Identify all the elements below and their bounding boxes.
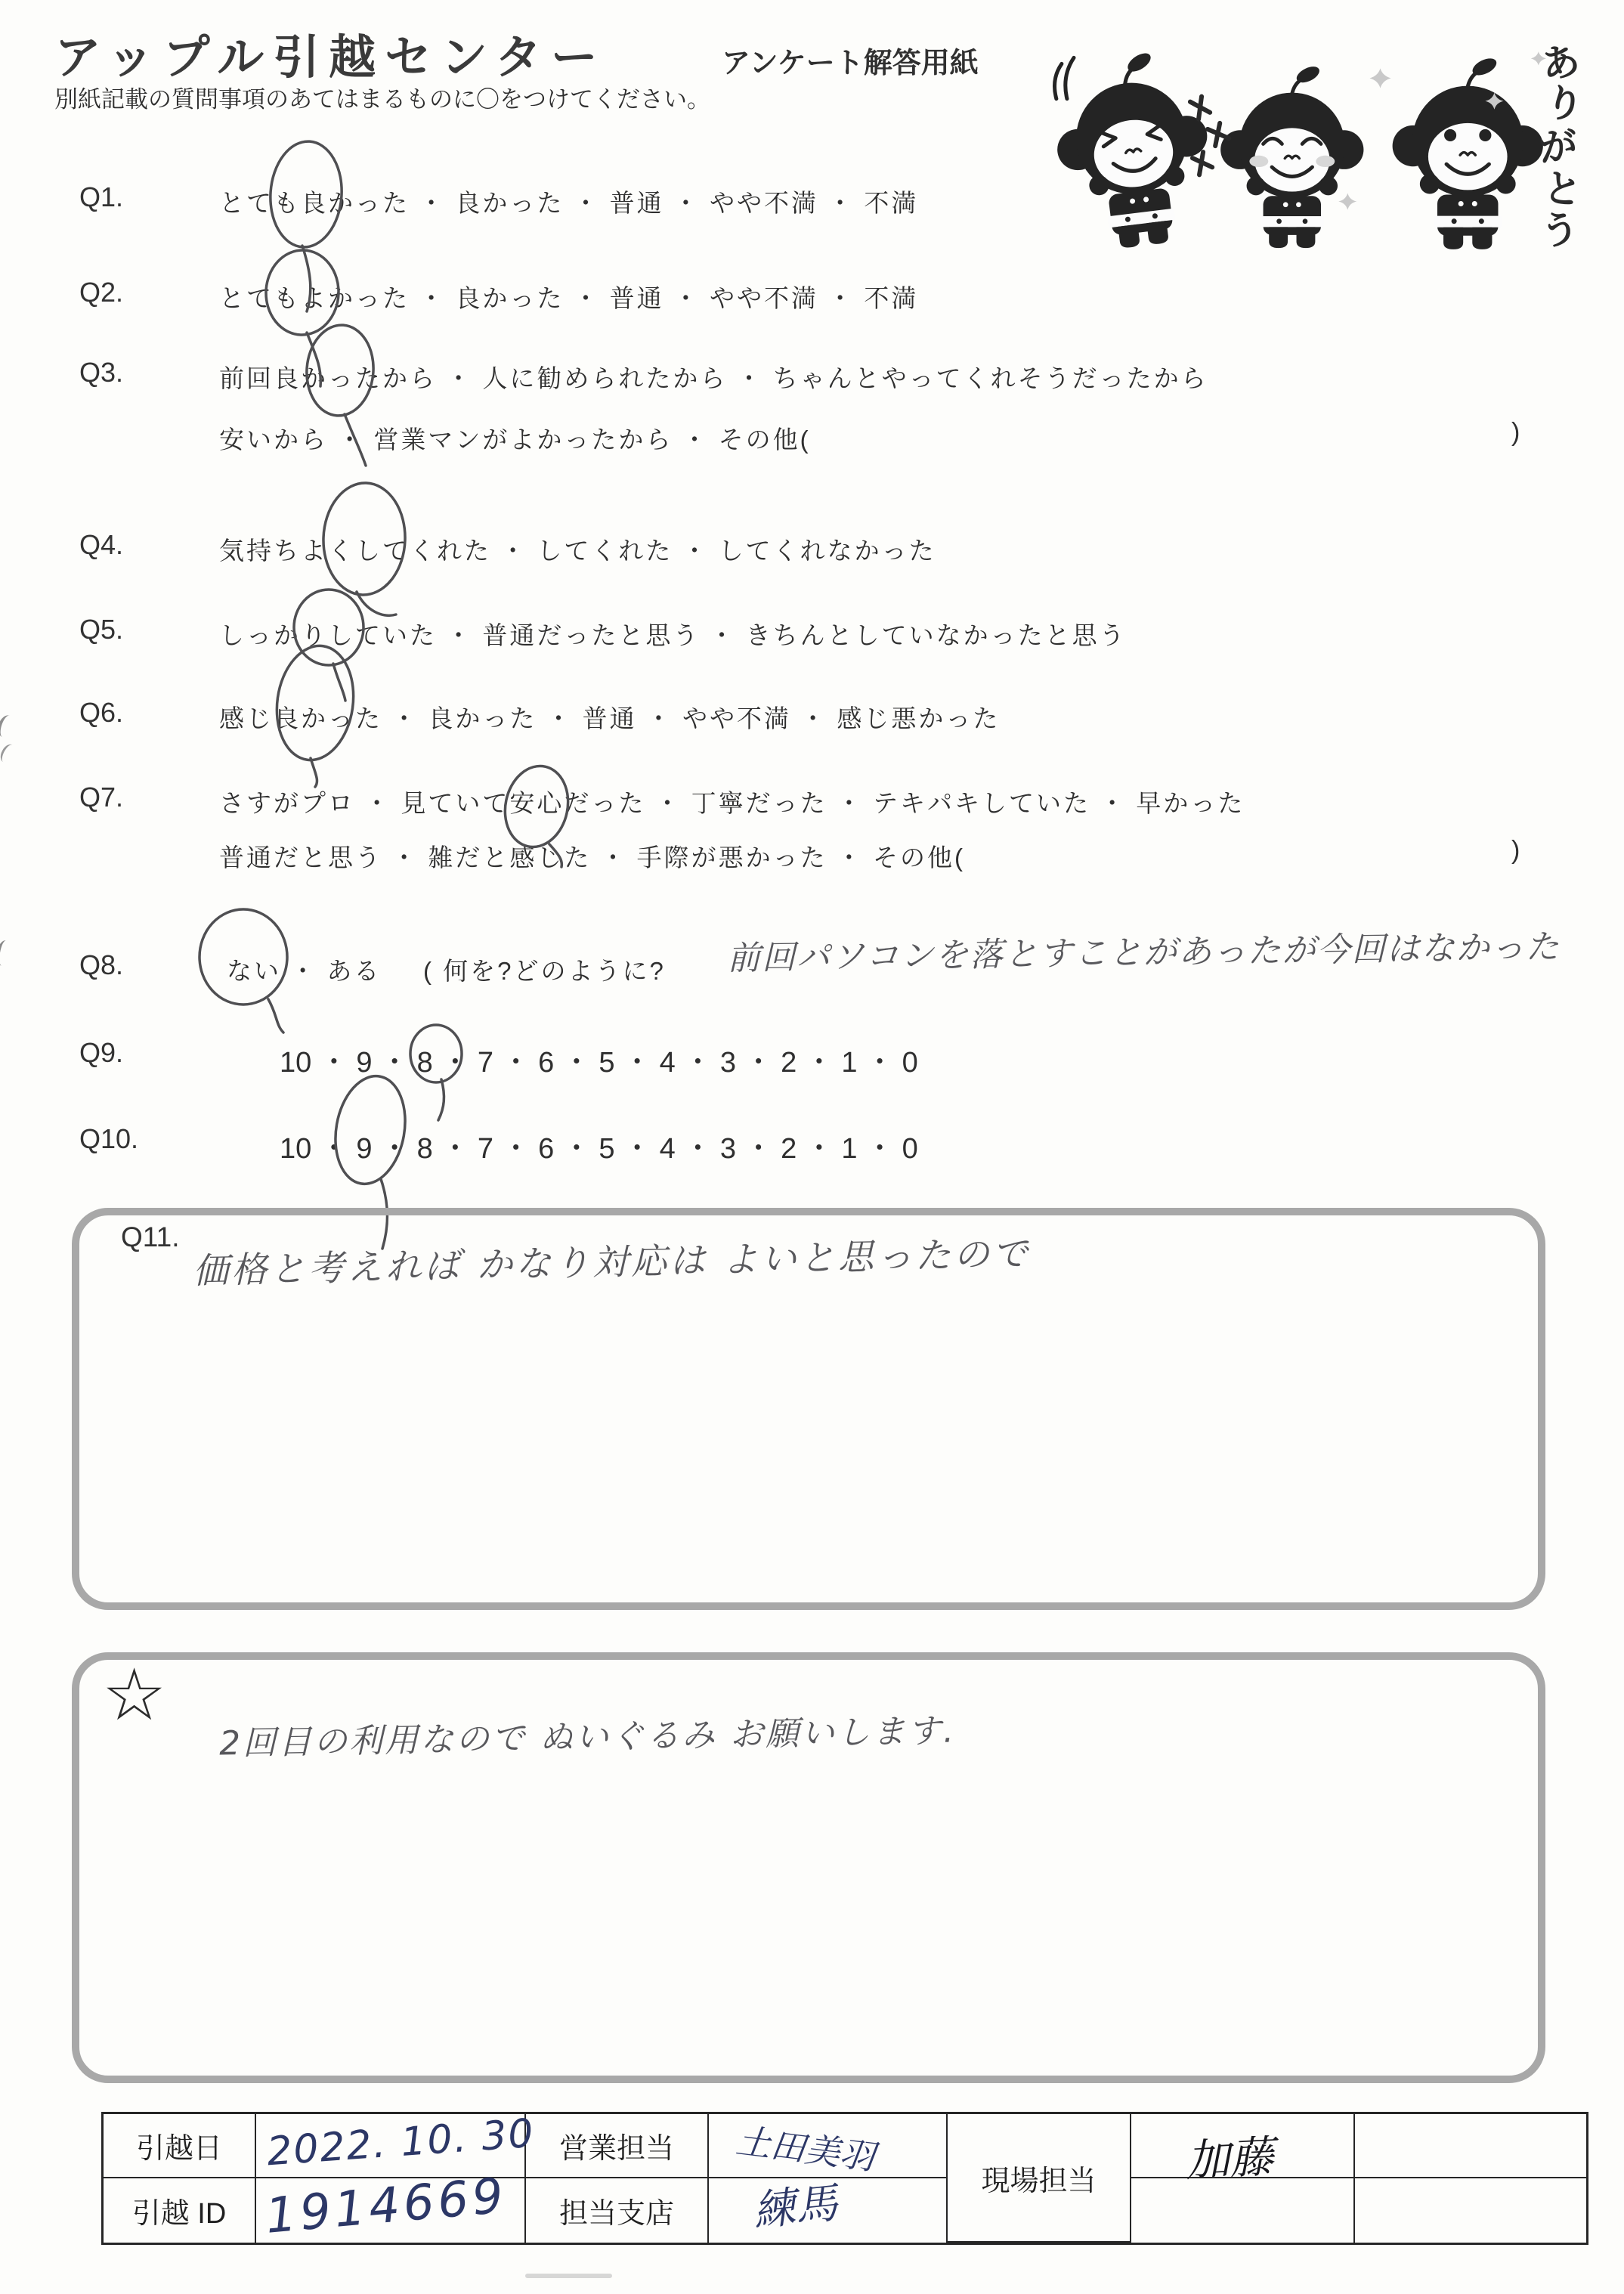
site-rep-label: 現場担当	[948, 2114, 1131, 2243]
svg-text:り: り	[1542, 79, 1586, 128]
empty-cell	[1355, 2114, 1586, 2178]
q11-handwritten-answer: 価格と考えれば かなり対応は よいと思ったので	[192, 1233, 1032, 1293]
question-options-line2: 安いから ・ 営業マンがよかったから ・ その他(	[219, 426, 811, 454]
question-options: ない ・ ある	[227, 957, 382, 985]
question-options: とてもよかった ・ 良かった ・ 普通 ・ やや不満 ・ 不満	[219, 284, 919, 312]
question-label: Q10.	[79, 1123, 139, 1154]
other-answer-blank: )	[1511, 418, 1520, 447]
question-options: 感じ良かった ・ 良かった ・ 普通 ・ やや不満 ・ 感じ悪かった	[219, 704, 1001, 732]
sales-rep-value: 土田美羽	[734, 2119, 877, 2178]
branch-cell	[709, 2178, 948, 2243]
q11-answer-box	[72, 1208, 1545, 1610]
svg-text:う: う	[1539, 206, 1581, 253]
question-options-line2: 普通だと思う ・ 雑だと感じた ・ 手際が悪かった ・ その他(	[219, 844, 965, 871]
free-comment-handwritten-answer: 2回目の利用なので ぬいぐるみ お願いします.	[218, 1711, 957, 1763]
site-rep-value: 加藤	[1184, 2131, 1275, 2187]
q8-handwritten-answer: 前回パソコンを落とすことがあったが今回はなかった	[726, 927, 1561, 978]
question-options-line1: さすがプロ ・ 見ていて安心だった ・ 丁寧だった ・ テキパキしていた ・ 早かった	[219, 789, 1245, 817]
rating-scale: 10 ・ 9 ・ 8 ・ 7 ・ 6 ・ 5 ・ 4 ・ 3 ・ 2 ・ 1 ・ 0	[280, 1133, 918, 1165]
empty-cell	[1131, 2178, 1355, 2243]
monkey-winking-icon	[1047, 44, 1220, 255]
question-q5	[0, 614, 1624, 653]
question-q1	[0, 181, 1624, 221]
form-title: アンケート解答用紙	[722, 48, 979, 79]
question-label: Q6.	[79, 697, 124, 728]
question-q2	[0, 277, 1624, 316]
empty-cell	[1355, 2178, 1586, 2243]
question-q7-line2	[0, 836, 1624, 875]
question-options-line1: 前回良かったから ・ 人に勧められたから ・ ちゃんとやってくれそうだったから	[219, 364, 1208, 392]
question-q3-line2	[0, 418, 1624, 457]
footer-info-table	[101, 2112, 1588, 2245]
question-label: Q3.	[79, 357, 124, 388]
question-label: Q8.	[79, 949, 124, 980]
svg-text:が: が	[1537, 122, 1580, 170]
question-label: Q11.	[121, 1221, 180, 1252]
instruction-text: 別紙記載の質問事項のあてはまるものに〇をつけてください。	[54, 86, 710, 113]
site-rep-cell	[1131, 2114, 1355, 2187]
question-label: Q9.	[79, 1037, 124, 1068]
question-label: Q7.	[79, 782, 124, 813]
question-label: Q5.	[79, 614, 124, 645]
question-options: とても良かった ・ 良かった ・ 普通 ・ やや不満 ・ 不満	[219, 189, 919, 217]
branch-label: 担当支店	[526, 2178, 709, 2243]
question-options: 気持ちよくしてくれた ・ してくれた ・ してくれなかった	[219, 537, 936, 565]
move-id-value: 1914669	[263, 2168, 509, 2245]
question-q6	[0, 697, 1624, 736]
scan-artifact	[0, 742, 18, 766]
thanks-vertical-text	[1537, 39, 1586, 253]
question-q4	[0, 529, 1624, 568]
question-options: しっかりしていた ・ 普通だったと思う ・ きちんとしていなかったと思う	[219, 621, 1127, 649]
scan-artifact	[525, 2274, 612, 2278]
move-date-cell	[256, 2110, 537, 2178]
move-id-cell	[256, 2168, 526, 2245]
motion-lines-icon	[1055, 57, 1074, 98]
svg-text:あ: あ	[1538, 38, 1583, 88]
move-date-label: 引越日	[104, 2114, 256, 2178]
question-q10	[0, 1123, 1624, 1165]
question-label: Q1.	[79, 181, 124, 212]
other-answer-blank: )	[1511, 836, 1520, 865]
mascot-monkeys-illustration	[1050, 17, 1584, 260]
question-label: Q4.	[79, 529, 124, 560]
branch-value: 練馬	[750, 2178, 840, 2237]
question-q7	[0, 782, 1624, 821]
svg-text:と: と	[1541, 165, 1585, 213]
question-q9	[0, 1037, 1624, 1079]
free-comment-box	[72, 1652, 1545, 2083]
question-label: Q2.	[79, 277, 124, 308]
question-q3	[0, 357, 1624, 396]
move-id-label: 引越 ID	[104, 2178, 256, 2243]
star-icon: ☆	[102, 1655, 167, 1735]
company-title: アップル引越センター	[54, 32, 607, 84]
move-date-value: 2022. 10. 30	[265, 2110, 537, 2175]
sales-rep-cell	[709, 2114, 948, 2178]
question-prompt: ( 何を?どのように?	[423, 957, 666, 985]
sales-rep-label: 営業担当	[526, 2114, 709, 2178]
rating-scale: 10 ・ 9 ・ 8 ・ 7 ・ 6 ・ 5 ・ 4 ・ 3 ・ 2 ・ 1 ・ 0	[280, 1047, 918, 1079]
